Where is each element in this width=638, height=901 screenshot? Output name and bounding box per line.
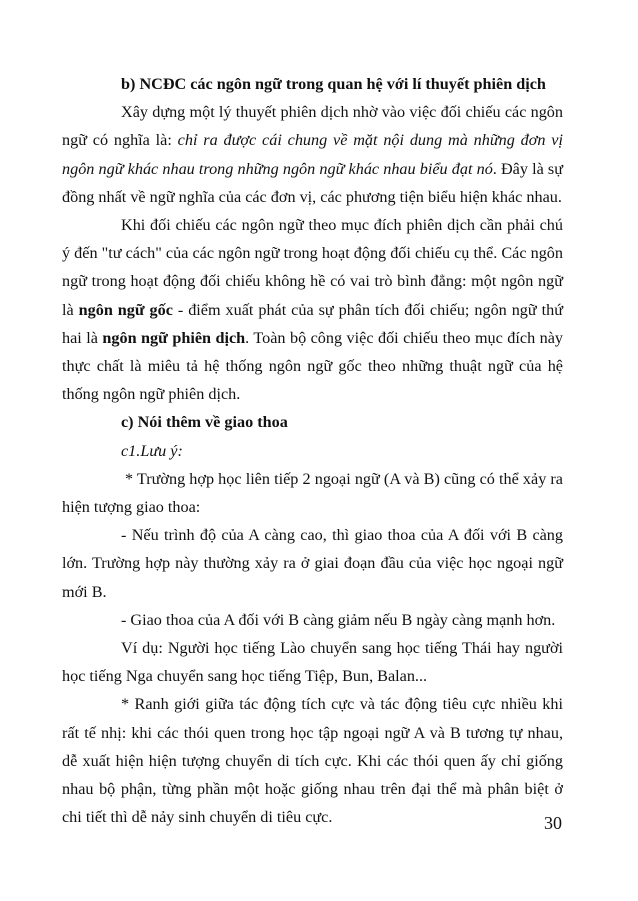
section-b-heading: b) NCĐC các ngôn ngữ trong quan hệ với lí thuyết phiên dịch xyxy=(121,75,546,93)
page-body xyxy=(62,70,563,831)
section-b-p2-text-a: Khi đối chiếu các ngôn ngữ theo mục đích phiên dịch cần phải chú ý đến "tư cách" của các ngôn ngữ trong hoạt động đối chiếu cụ thể. Các ngôn ngữ trong hoạt động đối chiếu không hề có vai trò bình đẳng: một ngôn ngữ là xyxy=(62,216,563,319)
section-c-paragraph-3: - Giao thoa của A đối với B càng giảm nếu B ngày càng mạnh hơn. xyxy=(121,610,556,629)
section-b-p1-text-b: . Đây là sự đồng nhất về ngữ nghĩa của các đơn vị, các phương tiện biểu hiện khác nhau. xyxy=(62,159,563,206)
section-c-heading: c) Nói thêm về giao thoa xyxy=(121,413,288,432)
section-c-paragraph-1: * Trường hợp học liên tiếp 2 ngoại ngữ (A và B) cũng có thể xảy ra hiện tượng giao thoa: xyxy=(62,469,563,517)
section-b-p1-italic-definition: chỉ ra được cái chung về mặt nội dung mà những đơn vị ngôn ngữ khác nhau trong những ngôn ngữ khác nhau biểu đạt nó xyxy=(62,131,563,178)
page-number: 30 xyxy=(544,813,562,833)
section-b-p2-bold-target-language: ngôn ngữ phiên dịch xyxy=(102,328,246,347)
section-c-paragraph-5: * Ranh giới giữa tác động tích cực và tác động tiêu cực nhiều khi rất tế nhị: khi các thói quen trong học tập ngoại ngữ A và B tương tự nhau, dễ xuất hiện hiện tượng chuyển di tích cực. Khi các thói quen ấy chỉ giống nhau bộ phận, từng phần một hoặc giống nhau trên đại thể mà phân biệt ở chi tiết thì dễ nảy sinh chuyển di tiêu cực. xyxy=(62,695,563,827)
section-c-subheading: c1.Lưu ý: xyxy=(121,441,183,460)
section-b-paragraph-1 xyxy=(62,98,563,211)
section-b-p2-text-b: - điểm xuất phát của sự phân tích đối chiếu; ngôn ngữ thứ hai là xyxy=(62,300,563,347)
section-b-p2-text-c: . Toàn bộ công việc đối chiếu theo mục đích này thực chất là miêu tả hệ thống ngôn ngữ gốc theo những thuật ngữ của hệ thống ngôn ngữ phiên dịch. xyxy=(62,328,564,404)
section-c-example-paragraph: Ví dụ: Người học tiếng Lào chuyển sang học tiếng Thái hay người học tiếng Nga chuyển sang học tiếng Tiệp, Bun, Balan... xyxy=(62,639,563,686)
section-c-paragraph-2: - Nếu trình độ của A càng cao, thì giao thoa của A đối với B càng lớn. Trường hợp này thường xảy ra ở giai đoạn đầu của việc học ngoại ngữ mới B. xyxy=(62,526,563,601)
section-b-p1-text-a: Xây dựng một lý thuyết phiên dịch nhờ vào việc đối chiếu các ngôn ngữ có nghĩa là: xyxy=(62,103,563,150)
section-b-paragraph-2 xyxy=(62,211,563,408)
section-b-p2-bold-source-language: ngôn ngữ gốc xyxy=(78,300,173,319)
